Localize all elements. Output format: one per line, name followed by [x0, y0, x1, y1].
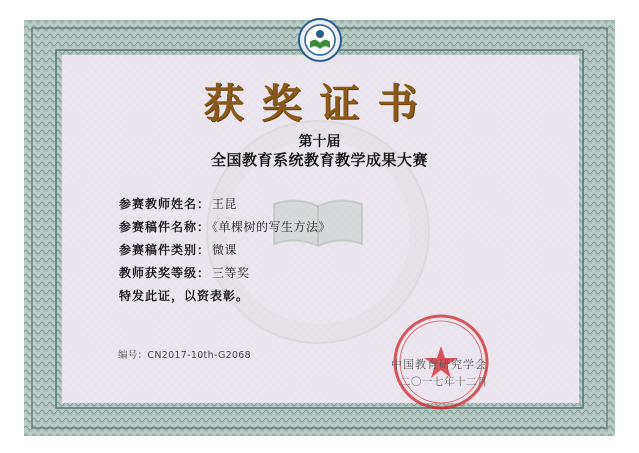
- session-label: 第十届: [298, 134, 341, 150]
- field-teacher-name: [119, 195, 237, 212]
- field-label: 教师获奖等级：: [119, 266, 211, 280]
- emblem-logo-icon: [298, 18, 342, 62]
- issuer-name: 中国教育研究学会: [391, 358, 487, 371]
- field-value: 微课: [212, 243, 238, 257]
- issue-date: 二〇一七年十二月: [400, 376, 488, 388]
- certificate-title: 获奖证书: [203, 80, 436, 127]
- field-label: 参赛稿件名称：: [119, 220, 211, 234]
- field-label: 参赛稿件类别：: [119, 243, 211, 257]
- field-value: 《单棵树的写生方法》: [212, 220, 332, 234]
- field-award-level: [119, 264, 250, 281]
- field-value: 三等奖: [212, 266, 250, 280]
- serial-number: 编号：CN2017-10th-G2068: [118, 350, 251, 361]
- commendation-text: 特发此证，以资表彰。: [119, 289, 250, 303]
- competition-name: 全国教育系统教育教学成果大赛: [210, 151, 428, 169]
- field-entry-category: [119, 241, 237, 258]
- field-entry-title: [119, 218, 331, 235]
- field-label: 参赛教师姓名：: [119, 197, 211, 211]
- field-value: 王昆: [212, 197, 238, 211]
